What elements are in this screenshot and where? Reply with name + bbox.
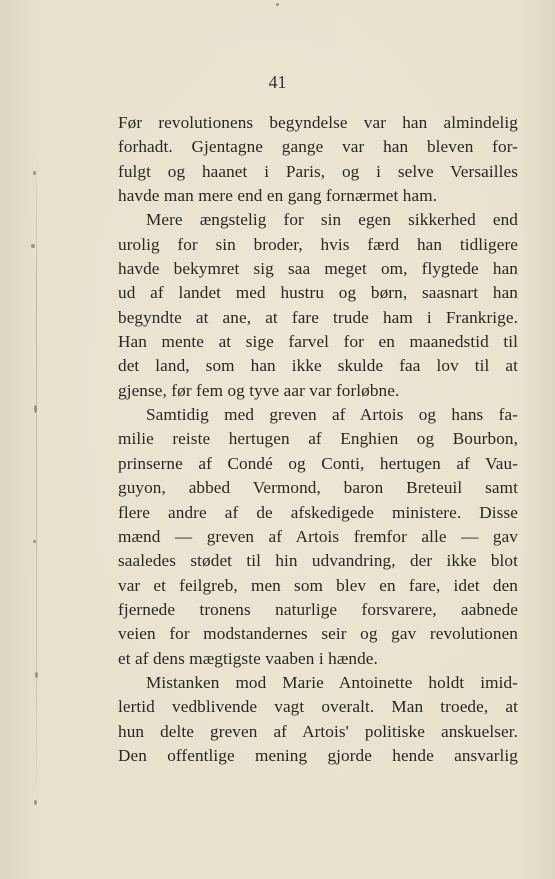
paper-speck <box>34 405 37 413</box>
paper-speck <box>34 800 37 805</box>
text-line: flere andre af de afskedigede ministere. Disse <box>118 502 518 522</box>
text-line: begyndte at ane, at fare trude ham i Frankrige. <box>118 307 518 327</box>
text-line: havde bekymret sig saa meget om, flygtede han <box>118 259 518 279</box>
text-line: mænd — greven af Artois fremfor alle — gav <box>118 526 518 546</box>
text-line: Den offentlige mening gjorde hende ansvarlig <box>118 745 518 765</box>
body-text <box>118 111 518 768</box>
text-line: Før revolutionens begyndelse var han almindelig <box>118 113 518 132</box>
text-line: milie reiste hertugen af Enghien og Bourbon, <box>118 429 518 449</box>
binding-shadow <box>36 150 37 810</box>
text-line: gjense, før fem og tyve aar var forløbne. <box>118 380 400 400</box>
text-line: Mere ængstelig for sin egen sikkerhed end <box>146 210 518 230</box>
text-line: saaledes stødet til hin udvandring, der ikke blot <box>118 551 518 571</box>
text-line: ud af landet med hustru og børn, saasnart han <box>118 283 518 303</box>
text-line: veien for modstandernes seir og gav revolutionen <box>118 624 518 644</box>
text-line: et af dens mægtigste vaaben i hænde. <box>118 648 378 668</box>
paper-speck <box>35 672 38 678</box>
text-line: Han mente at sige farvel for en maanedstid til <box>118 332 518 352</box>
paper-speck <box>33 540 36 543</box>
text-line: var et feilgreb, men som blev en fare, idet den <box>118 575 518 595</box>
paper-speck <box>33 171 36 175</box>
text-line: det land, som han ikke skulde faa lov til at <box>118 356 518 376</box>
text-line: urolig for sin broder, hvis færd han tidligere <box>118 234 518 254</box>
paper-speck <box>276 3 279 6</box>
text-line: hun delte greven af Artois' politiske anskuelser. <box>118 721 518 741</box>
text-line: havde man mere end en gang fornærmet ham. <box>118 186 438 206</box>
text-line: forhadt. Gjentagne gange var han bleven for- <box>118 137 518 157</box>
text-line: lertid vedblivende vagt overalt. Man troede, at <box>118 697 518 717</box>
text-line: prinserne af Condé og Conti, hertugen af Vau- <box>118 453 518 473</box>
text-line: Mistanken mod Marie Antoinette holdt imid- <box>146 672 518 692</box>
text-line: guyon, abbed Vermond, baron Breteuil samt <box>118 478 518 498</box>
text-line: Samtidig med greven af Artois og hans fa- <box>146 405 518 425</box>
text-line: fulgt og haanet i Paris, og i selve Versailles <box>118 161 518 181</box>
paper-speck <box>31 244 35 248</box>
page-number: 41 <box>268 72 287 92</box>
text-line: fjernede tronens naturlige forsvarere, aabnede <box>118 599 518 619</box>
